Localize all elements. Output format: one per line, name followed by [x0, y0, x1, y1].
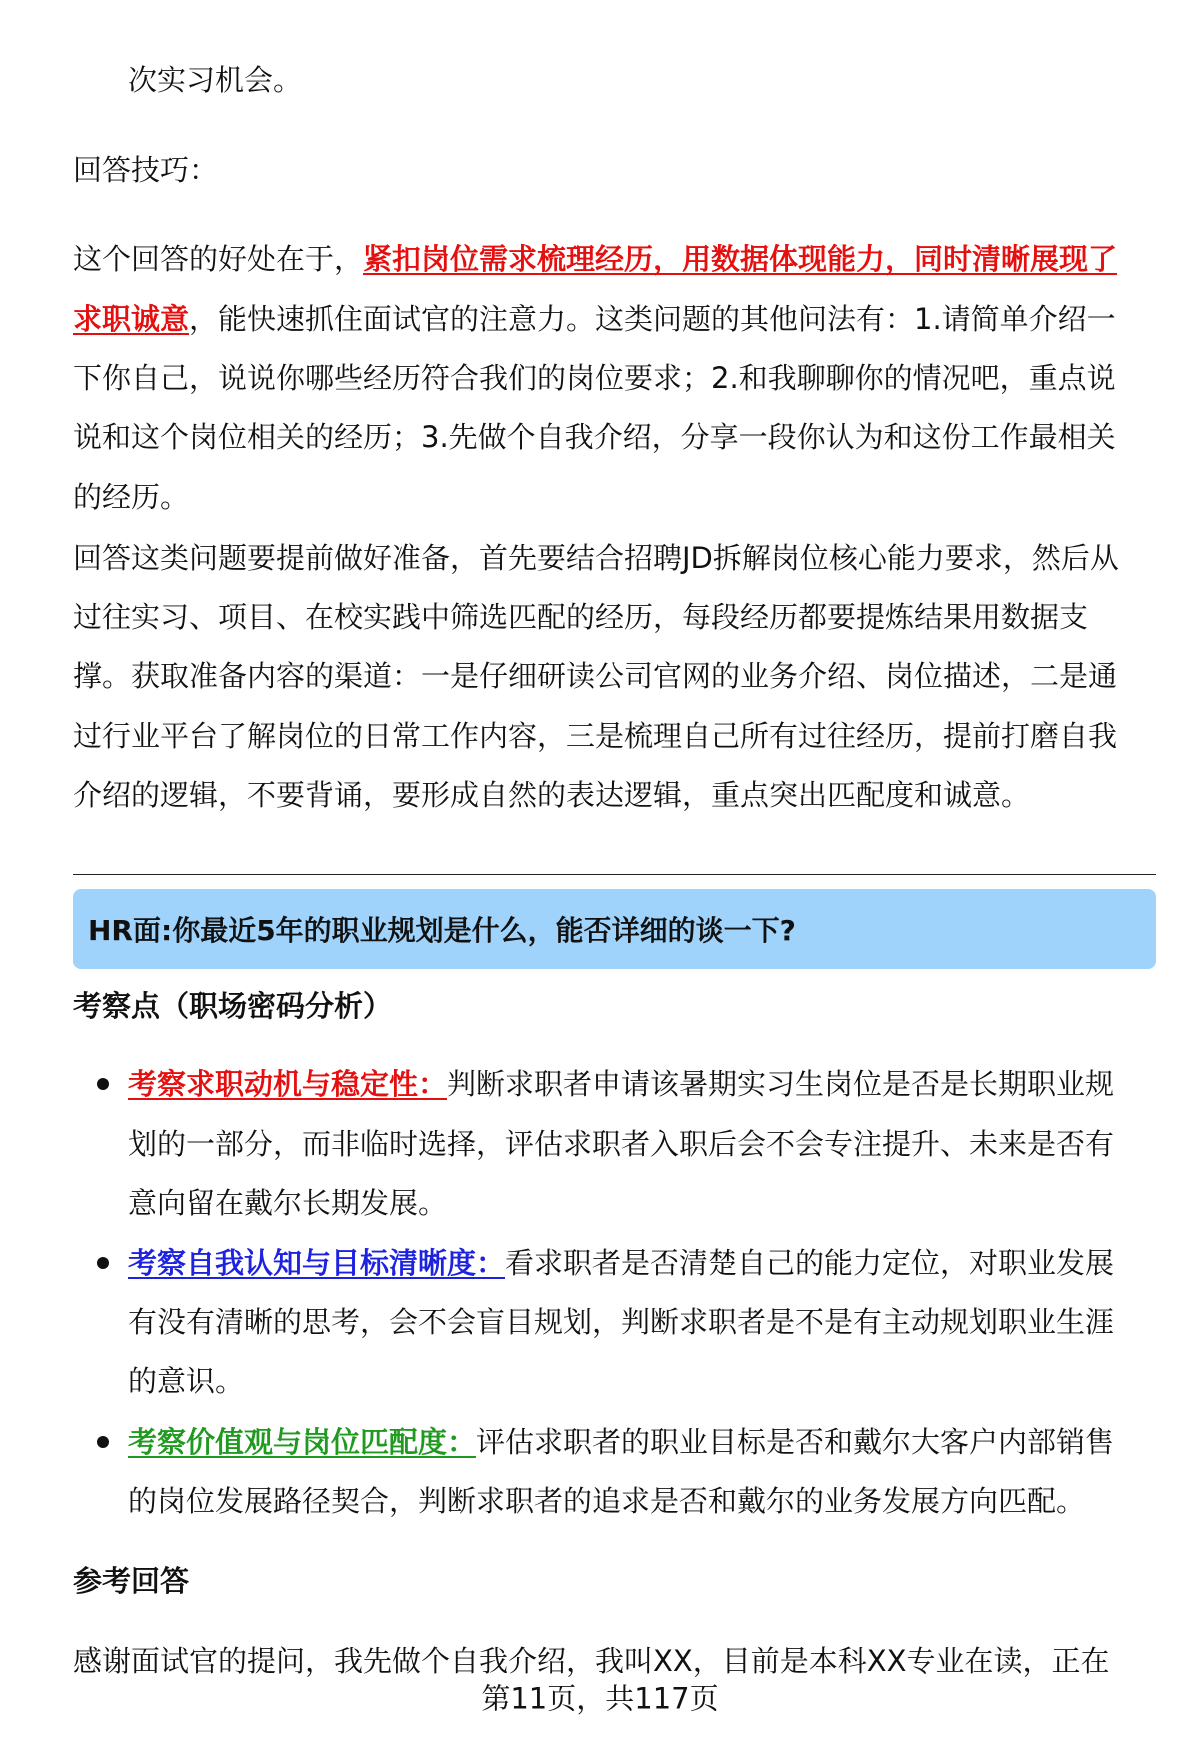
tips-line: 下你自己，说说你哪些经历符合我们的岗位要求；2.和我聊聊你的情况吧，重点说	[73, 361, 1116, 395]
bullet-title: 考察价值观与岗位匹配度：	[128, 1425, 477, 1459]
tips-line	[73, 299, 1116, 339]
section-divider	[73, 874, 1156, 875]
bullet-line: 意向留在戴尔长期发展。	[128, 1186, 448, 1220]
page-footer: 第11页，共117页	[481, 1681, 719, 1716]
tips-heading: 回答技巧：	[73, 153, 219, 187]
intro-tail: 次实习机会。	[128, 63, 303, 97]
tips-text: 这个回答的好处在于，	[73, 242, 364, 276]
bullet-text: 看求职者是否清楚自己的能力定位，对职业发展	[505, 1246, 1115, 1280]
tips-line	[73, 239, 1117, 279]
bullet-line	[128, 1243, 1114, 1283]
bullet-line	[128, 1064, 1114, 1104]
bullet-title: 考察求职动机与稳定性：	[128, 1067, 448, 1101]
bullet-line: 的岗位发展路径契合，判断求职者的追求是否和戴尔的业务发展方向匹配。	[128, 1484, 1086, 1518]
question-banner	[73, 889, 1156, 969]
tips-p2-line: 撑。获取准备内容的渠道：一是仔细研读公司官网的业务介绍、岗位描述，二是通	[73, 659, 1118, 693]
analysis-heading: 考察点（职场密码分析）	[73, 989, 393, 1023]
bullet-text: 评估求职者的职业目标是否和戴尔大客户内部销售	[476, 1425, 1115, 1459]
tips-p2-line: 过行业平台了解岗位的日常工作内容，三是梳理自己所有过往经历，提前打磨自我	[73, 719, 1118, 753]
tips-p2-line: 介绍的逻辑，不要背诵，要形成自然的表达逻辑，重点突出匹配度和诚意。	[73, 778, 1031, 812]
bullet-icon	[97, 1436, 109, 1448]
bullet-title: 考察自我认知与目标清晰度：	[128, 1246, 506, 1280]
question-title: HR面:你最近5年的职业规划是什么，能否详细的谈一下?	[88, 914, 796, 947]
tips-line: 的经历。	[73, 480, 190, 514]
bullet-text: 判断求职者申请该暑期实习生岗位是否是长期职业规	[447, 1067, 1115, 1101]
tips-p2-line: 过往实习、项目、在校实践中筛选匹配的经历，每段经历都要提炼结果用数据支	[73, 600, 1089, 634]
reference-text: 感谢面试官的提问，我先做个自我介绍，我叫XX，目前是本科XX专业在读，正在	[73, 1644, 1110, 1678]
bullet-icon	[97, 1257, 109, 1269]
bullet-icon	[97, 1078, 109, 1090]
tips-highlight: 求职诚意	[73, 302, 190, 336]
tips-p2-line: 回答这类问题要提前做好准备，首先要结合招聘JD拆解岗位核心能力要求，然后从	[73, 541, 1119, 575]
reference-heading: 参考回答	[73, 1564, 190, 1598]
bullet-line: 有没有清晰的思考，会不会盲目规划，判断求职者是不是有主动规划职业生涯	[128, 1305, 1115, 1339]
tips-highlight: 紧扣岗位需求梳理经历，用数据体现能力，同时清晰展现了	[363, 242, 1118, 276]
bullet-line: 的意识。	[128, 1364, 245, 1398]
bullet-line: 划的一部分，而非临时选择，评估求职者入职后会不会专注提升、未来是否有	[128, 1127, 1115, 1161]
bullet-line	[128, 1422, 1114, 1462]
tips-line: 说和这个岗位相关的经历；3.先做个自我介绍，分享一段你认为和这份工作最相关	[73, 420, 1116, 454]
tips-text: ，能快速抓住面试官的注意力。这类问题的其他问法有：1.请简单介绍一	[189, 302, 1116, 336]
